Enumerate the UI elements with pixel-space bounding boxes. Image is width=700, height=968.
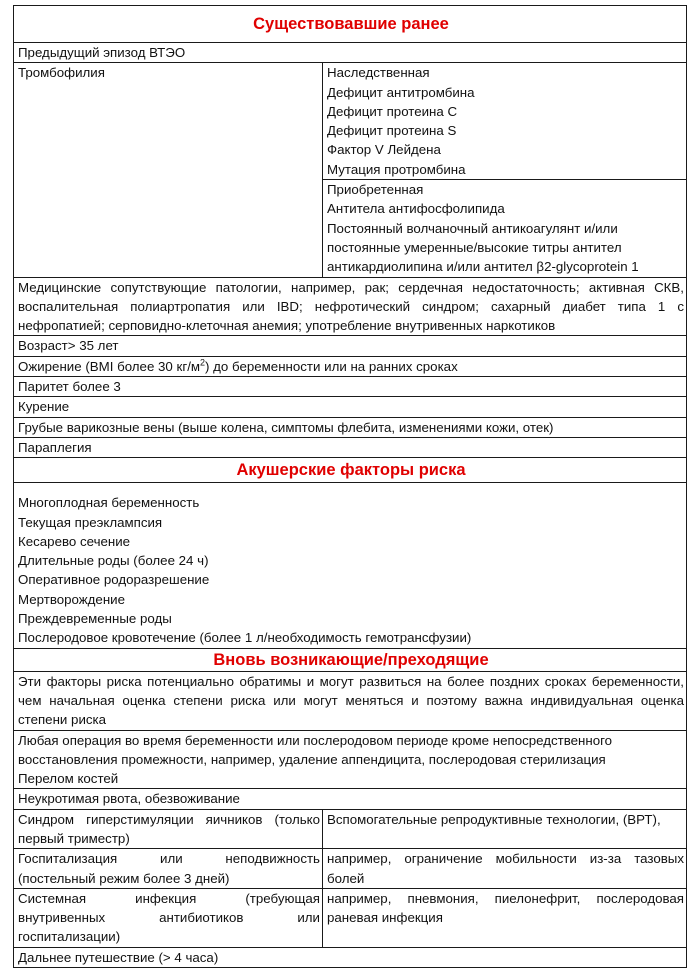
comorbidities-cell: Медицинские сопутствующие патологии, например, рак; сердечная недостаточность; активная СКВ, воспалительная полиартропатия или IBD; нефротический синдром; сахарный диабет типа 1 с нефропатией; серповидно-клеточная анемия; употребление внутривенных наркотиков bbox=[14, 277, 687, 336]
table-row bbox=[14, 730, 687, 789]
table-row bbox=[14, 377, 687, 397]
section-title-obstetric: Акушерские факторы риска bbox=[14, 458, 687, 483]
list-item: Длительные роды (более 24 ч) bbox=[18, 553, 209, 569]
fracture-text: Перелом костей bbox=[18, 771, 119, 787]
table-row bbox=[14, 336, 687, 356]
surgery-cell bbox=[14, 730, 687, 789]
obesity-superscript: 2 bbox=[200, 357, 206, 368]
list-item: Мертворождение bbox=[18, 591, 125, 607]
vte-risk-factors-table bbox=[13, 5, 687, 968]
table-row bbox=[14, 483, 687, 648]
table-row bbox=[14, 671, 687, 730]
obstetric-factors-cell bbox=[14, 483, 687, 648]
paraplegia-cell: Параплегия bbox=[14, 437, 687, 457]
acquired-thrombophilia-cell bbox=[323, 180, 687, 277]
surgery-text: Любая операция во время беременности или послеродовом периоде кроме непосредственного восстановления промежности, например, удаление аппендицита, послеродовая стерилизация bbox=[18, 732, 613, 767]
obesity-text-after: ) до беременности или на ранних сроках bbox=[205, 358, 458, 374]
list-item: Мутация протромбина bbox=[327, 161, 466, 177]
section-header-row bbox=[14, 458, 687, 483]
table-row bbox=[14, 849, 687, 889]
thrombophilia-label: Тромбофилия bbox=[14, 63, 323, 277]
list-item: Дефицит антитромбина bbox=[327, 84, 475, 100]
list-item: Многоплодная беременность bbox=[18, 495, 200, 511]
table-row bbox=[14, 888, 687, 947]
table-row bbox=[14, 43, 687, 63]
table-row bbox=[14, 789, 687, 809]
list-item: Преждевременные роды bbox=[18, 611, 172, 627]
age-cell: Возраст> 35 лет bbox=[14, 336, 687, 356]
hereditary-thrombophilia-cell bbox=[323, 63, 687, 180]
hospitalization-cell: Госпитализация или неподвижность (постельный режим более 3 дней) bbox=[14, 849, 323, 889]
smoking-cell: Курение bbox=[14, 397, 687, 417]
mobility-cell: например, ограничение мобильности из-за тазовых болей bbox=[323, 849, 687, 889]
list-item: Послеродовое кровотечение (более 1 л/необходимость гемотрансфузии) bbox=[18, 630, 472, 646]
list-item: Фактор V Лейдена bbox=[327, 142, 441, 158]
ohss-cell: Синдром гиперстимуляции яичников (только первый триместр) bbox=[14, 809, 323, 849]
table-row bbox=[14, 397, 687, 417]
hereditary-title: Наследственная bbox=[327, 65, 430, 81]
list-item: Дефицит протеина S bbox=[327, 123, 457, 139]
infection-examples-cell: например, пневмония, пиелонефрит, послеродовая раневая инфекция bbox=[323, 888, 687, 947]
infection-cell: Системная инфекция (требующая внутривенных антибиотиков или госпитализации) bbox=[14, 888, 323, 947]
varicose-cell: Грубые варикозные вены (выше колена, симптомы флебита, изменениями кожи, отек) bbox=[14, 417, 687, 437]
obesity-cell bbox=[14, 356, 687, 376]
acquired-detail-text: Постоянный волчаночный антикоагулянт и/или постоянные умеренные/высокие титры антител антикардиолипина и/или антител β2-glycoprotein 1 bbox=[327, 220, 639, 275]
section-header-row bbox=[14, 6, 687, 43]
table-row bbox=[14, 947, 687, 967]
previous-vte-cell: Предыдущий эпизод ВТЭО bbox=[14, 43, 687, 63]
table-row bbox=[14, 277, 687, 336]
table-row bbox=[14, 809, 687, 849]
list-item: Антитела антифосфолипида bbox=[327, 201, 505, 217]
table-row bbox=[14, 437, 687, 457]
vomiting-cell: Неукротимая рвота, обезвоживание bbox=[14, 789, 687, 809]
obesity-text: Ожирение (BMI более 30 кг/м bbox=[18, 358, 201, 374]
list-item: Оперативное родоразрешение bbox=[18, 572, 210, 588]
table-row bbox=[14, 356, 687, 376]
art-cell: Вспомогательные репродуктивные технологии, (ВРТ), bbox=[323, 809, 687, 849]
parity-cell: Паритет более 3 bbox=[14, 377, 687, 397]
list-item: Текущая преэклампсия bbox=[18, 514, 163, 530]
table-row bbox=[14, 63, 687, 180]
travel-cell: Дальнее путешествие (> 4 часа) bbox=[14, 947, 687, 967]
list-item: Кесарево сечение bbox=[18, 533, 131, 549]
list-item: Дефицит протеина С bbox=[327, 103, 458, 119]
transient-intro-cell: Эти факторы риска потенциально обратимы и могут развиться на более поздних сроках беременности, чем начальная оценка степени риска или могут меняться и поэтому важна индивидуальная оценка степени риска bbox=[14, 671, 687, 730]
acquired-title: Приобретенная bbox=[327, 182, 424, 198]
section-title-transient: Вновь возникающие/преходящие bbox=[14, 648, 687, 671]
section-title-pre-existing: Существовавшие ранее bbox=[14, 6, 687, 43]
table-row bbox=[14, 417, 687, 437]
section-header-row bbox=[14, 648, 687, 671]
